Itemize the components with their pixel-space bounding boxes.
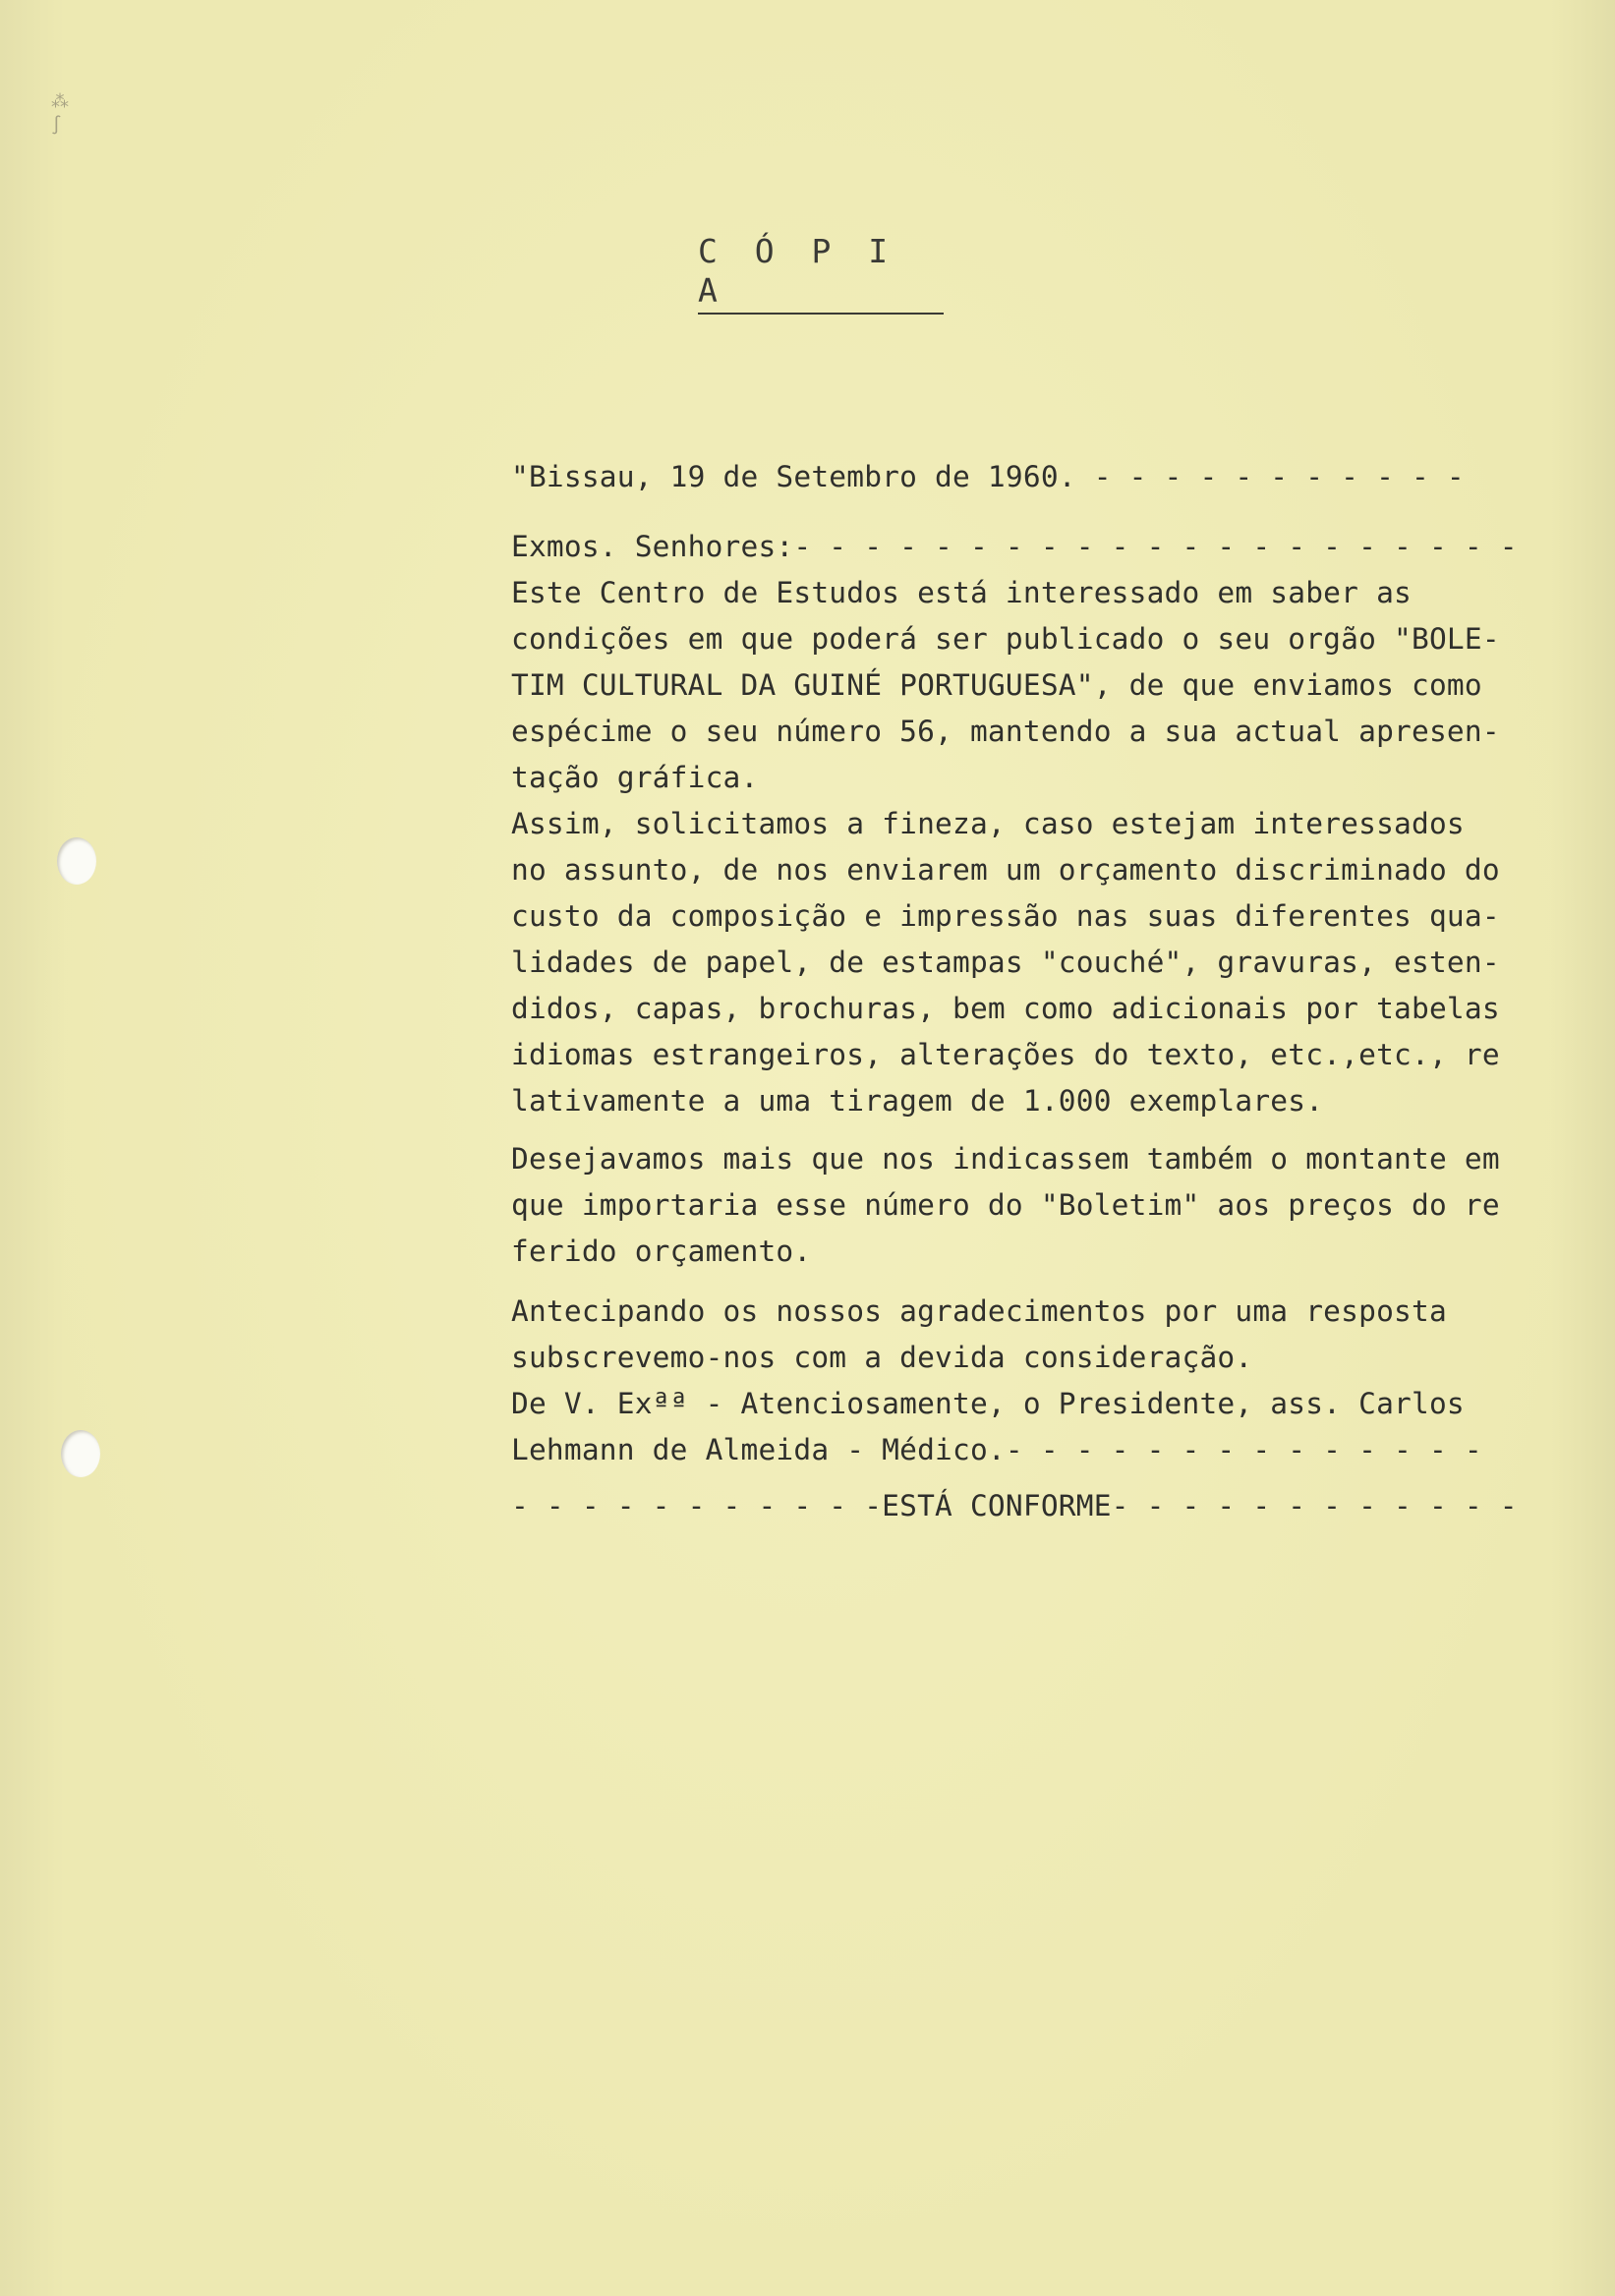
- punch-hole-lower: [61, 1430, 100, 1477]
- copy-title: C Ó P I A: [698, 232, 944, 315]
- date-line: "Bissau, 19 de Setembro de 1960. - - - - - - - - - - -: [511, 460, 1465, 493]
- text-line: TIM CULTURAL DA GUINÉ PORTUGUESA", de que enviamos como: [511, 668, 1482, 702]
- text-line: espécime o seu número 56, mantendo a sua actual apresen-: [511, 715, 1500, 748]
- text-line: subscrevemo-nos com a devida consideração.: [511, 1341, 1253, 1374]
- salutation-line: Exmos. Senhores:- - - - - - - - - - - - - - - - - - - - -: [511, 530, 1518, 563]
- text-line: ferido orçamento.: [511, 1234, 812, 1268]
- text-line: no assunto, de nos enviarem um orçamento discriminado do: [511, 853, 1500, 887]
- text-line: idiomas estrangeiros, alterações do texto, etc.,etc., re: [511, 1038, 1500, 1071]
- text-line: Antecipando os nossos agradecimentos por uma resposta: [511, 1294, 1447, 1328]
- text-line: custo da composição e impressão nas suas diferentes qua-: [511, 899, 1500, 933]
- text-line: Este Centro de Estudos está interessado em saber as: [511, 576, 1412, 609]
- certification-line: - - - - - - - - - - -ESTÁ CONFORME- - - - - - - - - - - -: [511, 1489, 1518, 1522]
- text-line: Assim, solicitamos a fineza, caso estejam interessados: [511, 807, 1465, 840]
- text-line: didos, capas, brochuras, bem como adicionais por tabelas: [511, 992, 1500, 1025]
- text-line: condições em que poderá ser publicado o seu orgão "BOLE-: [511, 622, 1500, 656]
- text-line: que importaria esse número do "Boletim" aos preços do re: [511, 1188, 1500, 1222]
- signature-line: De V. Exªª - Atenciosamente, o Presidente, ass. Carlos: [511, 1387, 1465, 1420]
- text-line: lidades de papel, de estampas "couché", gravuras, esten-: [511, 946, 1500, 979]
- text-line: Desejavamos mais que nos indicassem também o montante em: [511, 1142, 1500, 1176]
- text-line: tação gráfica.: [511, 761, 759, 794]
- letter-body: [511, 454, 1602, 1529]
- punch-hole-upper: [57, 837, 96, 885]
- text-line: lativamente a uma tiragem de 1.000 exemplares.: [511, 1084, 1324, 1118]
- signature-line: Lehmann de Almeida - Médico.- - - - - - - - - - - - - -: [511, 1433, 1482, 1466]
- margin-pencil-mark: ⁂ ∫: [51, 91, 69, 136]
